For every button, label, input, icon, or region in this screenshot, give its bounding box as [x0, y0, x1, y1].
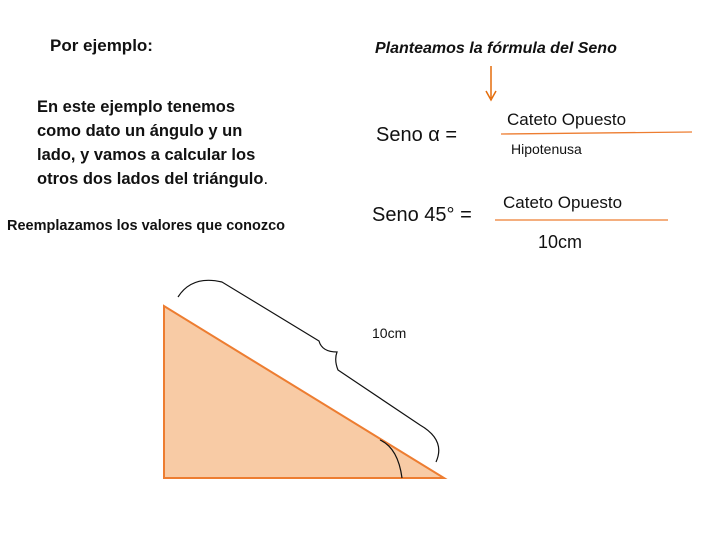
intro-period: .	[263, 170, 269, 188]
general-formula-denominator: Hipotenusa	[511, 141, 582, 157]
general-fraction-line	[501, 132, 692, 134]
specific-formula-numerator: Cateto Opuesto	[503, 193, 623, 212]
general-formula-numerator: Cateto Opuesto	[507, 110, 627, 129]
intro-line-1: En este ejemplo tenemos	[37, 98, 236, 116]
replace-values-text: Reemplazamos los valores que conozco	[7, 218, 286, 234]
intro-line-2: como dato un ángulo y un	[37, 122, 243, 140]
hypotenuse-length-label: 10cm	[372, 325, 407, 341]
example-heading: Por ejemplo:	[50, 36, 153, 55]
down-arrow-icon	[486, 66, 496, 100]
specific-formula-denominator: 10cm	[538, 232, 583, 252]
formula-title: Planteamos la fórmula del Seno	[375, 40, 617, 57]
specific-formula-lhs: Seno 45° =	[372, 204, 472, 226]
general-formula-lhs: Seno α =	[376, 124, 458, 146]
intro-line-3: lado, y vamos a calcular los	[37, 146, 256, 164]
intro-line-4-text: otros dos lados del triángulo	[37, 170, 264, 188]
